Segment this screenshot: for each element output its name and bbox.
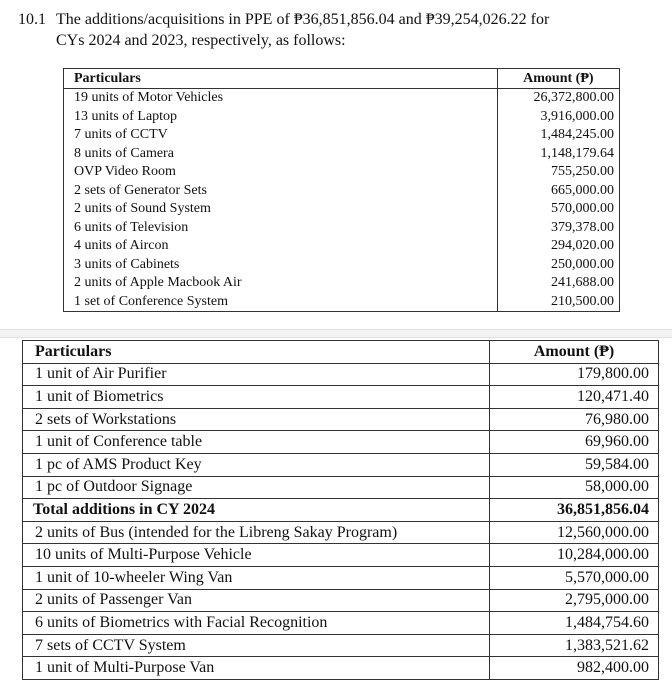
cell-particulars: 1 unit of 10-wheeler Wing Van [23, 566, 490, 589]
cell-particulars: OVP Video Room [64, 163, 498, 182]
ppe-table-1 [63, 68, 620, 312]
table-row [64, 181, 620, 200]
cell-amount: 59,584.00 [490, 453, 659, 476]
table-header-row [23, 341, 659, 364]
cell-amount: 3,916,000.00 [497, 107, 619, 126]
cell-particulars: Total additions in CY 2024 [23, 499, 490, 522]
cell-particulars: 7 units of CCTV [64, 126, 498, 145]
cell-particulars: 2 sets of Workstations [23, 408, 490, 431]
cell-particulars: 8 units of Camera [64, 144, 498, 163]
cell-particulars: 6 units of Television [64, 218, 498, 237]
cell-amount: 5,570,000.00 [490, 566, 659, 589]
cell-particulars: 1 unit of Conference table [23, 431, 490, 454]
table-row [23, 634, 659, 657]
table-row [23, 657, 659, 680]
cell-particulars: 1 set of Conference System [64, 292, 498, 311]
table-row [64, 107, 620, 126]
table-header-row [64, 69, 620, 89]
table-row [64, 292, 620, 311]
table-row [23, 589, 659, 612]
table-row [23, 386, 659, 409]
table-row [64, 237, 620, 256]
table-row [23, 431, 659, 454]
page-divider [0, 329, 672, 338]
cell-amount: 36,851,856.04 [490, 499, 659, 522]
cell-particulars: 2 units of Bus (intended for the Libreng Sakay Program) [23, 521, 490, 544]
cell-amount: 982,400.00 [490, 657, 659, 680]
cell-particulars: 1 pc of Outdoor Signage [23, 476, 490, 499]
cell-particulars: 2 units of Passenger Van [23, 589, 490, 612]
section-number: 10.1 [18, 11, 46, 28]
cell-amount: 379,378.00 [497, 218, 619, 237]
column-header-particulars: Particulars [23, 341, 490, 364]
cell-particulars: 4 units of Aircon [64, 237, 498, 256]
cell-amount: 294,020.00 [497, 237, 619, 256]
table-row [23, 612, 659, 635]
cell-particulars: 2 sets of Generator Sets [64, 181, 498, 200]
cell-amount: 12,560,000.00 [490, 521, 659, 544]
column-header-amount: Amount (₱) [490, 341, 659, 364]
cell-amount: 250,000.00 [497, 255, 619, 274]
cell-particulars: 1 unit of Biometrics [23, 386, 490, 409]
table-row [64, 218, 620, 237]
cell-amount: 2,795,000.00 [490, 589, 659, 612]
cell-particulars: 2 units of Sound System [64, 200, 498, 219]
table-row [23, 544, 659, 567]
table-row [64, 274, 620, 293]
table-body [64, 88, 620, 311]
column-header-particulars: Particulars [64, 69, 498, 89]
cell-amount: 58,000.00 [490, 476, 659, 499]
table-row [23, 408, 659, 431]
cell-particulars: 6 units of Biometrics with Facial Recognition [23, 612, 490, 635]
intro-line-1 [18, 9, 658, 30]
intro-text-1: The additions/acquisitions in PPE of ₱36,851,856.04 and ₱39,254,026.22 for [56, 11, 550, 28]
table-row [64, 126, 620, 145]
cell-particulars: 1 pc of AMS Product Key [23, 453, 490, 476]
table-row [64, 163, 620, 182]
table-row [23, 476, 659, 499]
table-row [23, 363, 659, 386]
cell-amount: 1,148,179.64 [497, 144, 619, 163]
cell-particulars: 3 units of Cabinets [64, 255, 498, 274]
cell-amount: 665,000.00 [497, 181, 619, 200]
cell-particulars: 1 unit of Multi-Purpose Van [23, 657, 490, 680]
column-header-amount: Amount (₱) [497, 69, 619, 89]
cell-amount: 241,688.00 [497, 274, 619, 293]
cell-amount: 120,471.40 [490, 386, 659, 409]
table-body [23, 363, 659, 679]
table-row [23, 566, 659, 589]
cell-amount: 26,372,800.00 [497, 88, 619, 107]
cell-amount: 1,484,754.60 [490, 612, 659, 635]
table-row [64, 255, 620, 274]
table-row [23, 521, 659, 544]
cell-amount: 755,250.00 [497, 163, 619, 182]
cell-particulars: 19 units of Motor Vehicles [64, 88, 498, 107]
cell-amount: 10,284,000.00 [490, 544, 659, 567]
cell-amount: 1,383,521.62 [490, 634, 659, 657]
cell-amount: 570,000.00 [497, 200, 619, 219]
cell-amount: 76,980.00 [490, 408, 659, 431]
table-row [23, 453, 659, 476]
table-row [64, 200, 620, 219]
cell-particulars: 10 units of Multi-Purpose Vehicle [23, 544, 490, 567]
cell-particulars: 13 units of Laptop [64, 107, 498, 126]
cell-amount: 1,484,245.00 [497, 126, 619, 145]
cell-amount: 210,500.00 [497, 292, 619, 311]
intro-line-2: CYs 2024 and 2023, respectively, as follows: [56, 32, 346, 49]
cell-particulars: 7 sets of CCTV System [23, 634, 490, 657]
cell-amount: 179,800.00 [490, 363, 659, 386]
table-row [64, 144, 620, 163]
total-row [23, 499, 659, 522]
intro-paragraph [18, 9, 658, 51]
ppe-table-2 [22, 340, 659, 680]
cell-particulars: 2 units of Apple Macbook Air [64, 274, 498, 293]
table-row [64, 88, 620, 107]
cell-particulars: 1 unit of Air Purifier [23, 363, 490, 386]
cell-amount: 69,960.00 [490, 431, 659, 454]
